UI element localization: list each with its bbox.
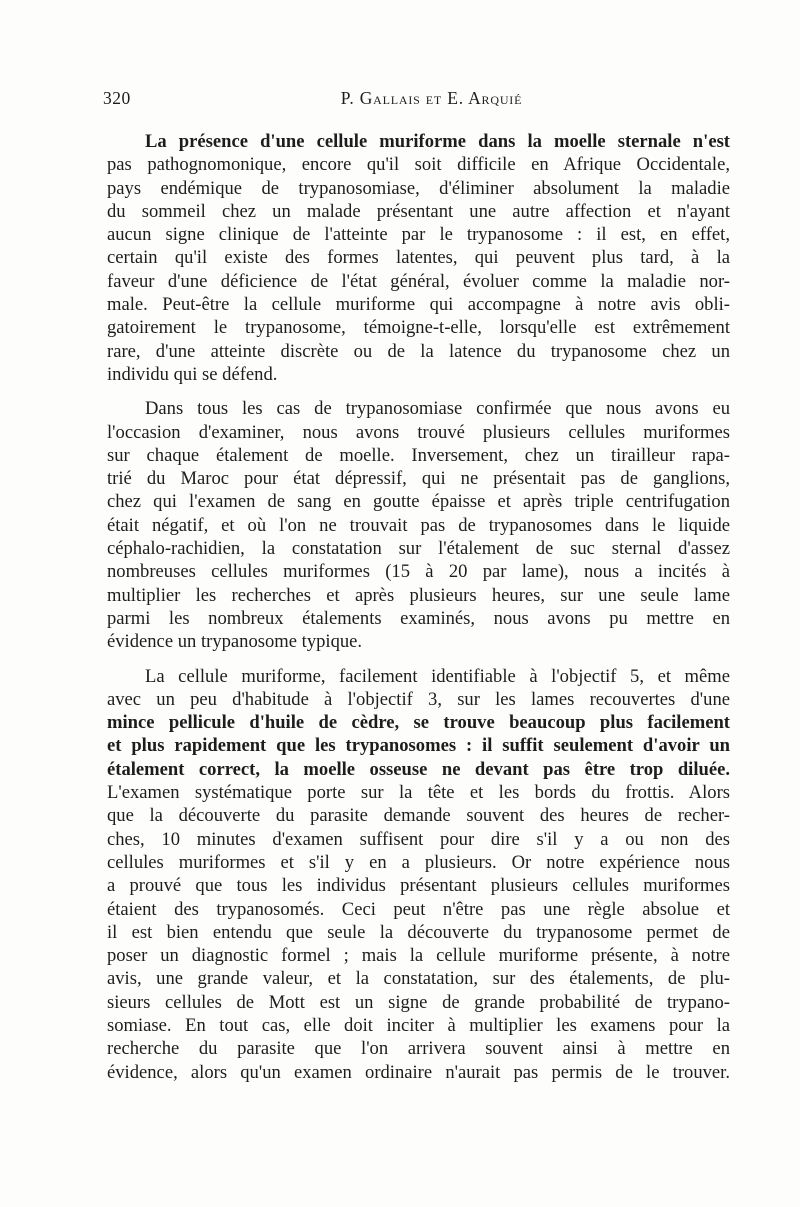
text-line: male. Peut-être la cellule muriforme qui accompagne à notre avis obli- — [107, 294, 730, 316]
text-line: pays endémique de trypanosomiase, d'éliminer absolument la maladie — [107, 177, 730, 199]
text-line: évidence un trypanosome typique. — [107, 631, 363, 653]
text-line: étalement correct, la moelle osseuse ne devant pas être trop diluée. — [107, 758, 730, 780]
text-line: rare, d'une atteinte discrète ou de la latence du trypanosome chez un — [107, 340, 730, 362]
text-line: La cellule muriforme, facilement identifiable à l'objectif 5, et même — [145, 665, 730, 687]
text-line: cellules muriformes et s'il y en a plusieurs. Or notre expérience nous — [107, 851, 730, 873]
text-line: céphalo-rachidien, la constatation sur l'étalement de suc sternal d'assez — [107, 538, 730, 560]
text-line: chez qui l'examen de sang en goutte épaisse et après triple centrifugation — [107, 491, 730, 513]
body-text — [107, 130, 730, 1095]
text-line: individu qui se défend. — [107, 363, 278, 385]
text-line: trié du Maroc pour état dépressif, qui ne présentait pas de ganglions, — [107, 468, 730, 490]
text-line: que la découverte du parasite demande souvent des heures de recher- — [107, 805, 730, 827]
text-line: multiplier les recherches et après plusieurs heures, sur une seule lame — [107, 584, 730, 606]
text-line: évidence, alors qu'un examen ordinaire n'aurait pas permis de le trouver. — [107, 1061, 730, 1083]
text-line: poser un diagnostic formel ; mais la cellule muriforme présente, à notre — [107, 945, 730, 967]
text-line: avec un peu d'habitude à l'objectif 3, sur les lames recouvertes d'une — [107, 688, 730, 710]
paragraph-2 — [107, 397, 730, 653]
text-line: certain qu'il existe des formes latentes, qui peuvent plus tard, à la — [107, 247, 730, 269]
text-line: étaient des trypanosomés. Ceci peut n'être pas une règle absolue et — [107, 898, 730, 920]
text-line: aucun signe clinique de l'atteinte par le trypanosome : il est, en effet, — [107, 224, 730, 246]
text-line: mince pellicule d'huile de cèdre, se trouve beaucoup plus facilement — [107, 712, 730, 734]
text-line: faveur d'une déficience de l'état général, évoluer comme la maladie nor- — [107, 270, 730, 292]
text-line: il est bien entendu que seule la découverte du trypanosome permet de — [107, 921, 730, 943]
text-line: du sommeil chez un malade présentant une autre affection et n'ayant — [107, 200, 730, 222]
text-line: gatoirement le trypanosome, témoigne-t-elle, lorsqu'elle est extrêmement — [107, 317, 730, 339]
text-line: Dans tous les cas de trypanosomiase confirmée que nous avons eu — [145, 398, 730, 420]
text-line: ches, 10 minutes d'examen suffisent pour dire s'il y a ou non des — [107, 828, 730, 850]
text-line: recherche du parasite que l'on arrivera souvent ainsi à mettre en — [107, 1038, 730, 1060]
text-line: sur chaque étalement de moelle. Inversement, chez un tirailleur rapa- — [107, 444, 730, 466]
text-line: L'examen systématique porte sur la tête et les bords du frottis. Alors — [107, 782, 730, 804]
text-line: a prouvé que tous les individus présentant plusieurs cellules muriformes — [107, 875, 730, 897]
paragraph-1 — [107, 130, 730, 386]
running-head: P. Gallais et E. Arquié — [340, 88, 523, 108]
paragraph-3 — [107, 665, 730, 1084]
text-line: l'occasion d'examiner, nous avons trouvé plusieurs cellules muriformes — [107, 421, 730, 443]
text-line: pas pathognomonique, encore qu'il soit difficile en Afrique Occidentale, — [107, 154, 730, 176]
page-header — [103, 88, 730, 118]
text-line: parmi les nombreux étalements examinés, nous avons pu mettre en — [107, 607, 730, 629]
text-line: et plus rapidement que les trypanosomes : il suffit seulement d'avoir un — [107, 735, 730, 757]
text-line: La présence d'une cellule muriforme dans la moelle sternale n'est — [145, 131, 730, 152]
text-line: était négatif, et où l'on ne trouvait pas de trypanosomes dans le liquide — [107, 514, 730, 536]
text-line: sieurs cellules de Mott est un signe de grande probabilité de trypano- — [107, 991, 730, 1013]
page-number: 320 — [103, 88, 131, 108]
text-line: somiase. En tout cas, elle doit inciter à multiplier les examens pour la — [107, 1014, 730, 1036]
text-line: nombreuses cellules muriformes (15 à 20 par lame), nous a incités à — [107, 561, 730, 583]
text-line: avis, une grande valeur, et la constatation, sur des étalements, de plu- — [107, 968, 730, 990]
